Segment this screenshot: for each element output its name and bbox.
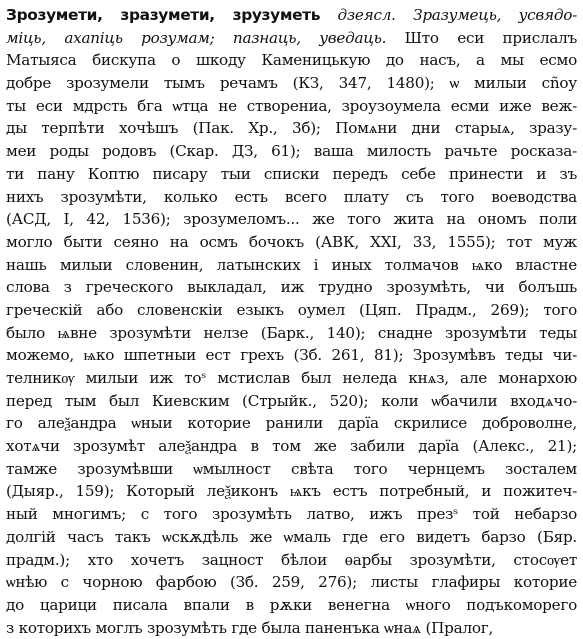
entry-line: добре зрозумели тымъ речамъ (КЗ, 347, 1480); ѡ милыи сñоу [6, 74, 577, 93]
entry-line: (АСД, І, 42, 1536); зрозумеломъ... же того жита на ономъ поли [6, 210, 577, 229]
entry-line: греческій або словенскіи езыкъ оумел (Цяп. Прадм., 269); того [6, 300, 577, 319]
dictionary-entry [6, 4, 577, 639]
entry-line: могло быти сеяно на осмъ бочокъ (АВК, XXI, 33, 1555); тот муж [6, 232, 577, 251]
entry-line: (Дыяр., 159); Который леѯиконъ ѩкъ естъ потребный, и пожитеч- [6, 482, 577, 501]
headword: Зрозумети, зразумети, зрузуметь [6, 6, 321, 24]
entry-line: можемо, ѩко шпетныи ест грехъ (Зб. 261, 81); Зрозумѣвъ теды чи- [6, 346, 577, 365]
entry-line: перед тым был Киевским (Стрыйк., 520); коли ѡбачили входѧчо- [6, 391, 577, 410]
entry-line: ты еси мдрсть бга ѡтца не створениа, зроузоумела есми иже веж- [6, 96, 577, 115]
entry-line: нихъ зрозумѣти, колько есть всего плату съ того воеводства [6, 187, 577, 206]
gloss-end: міць, ахапіць розумам; пазнаць, уведаць. [6, 28, 387, 47]
entry-line: ный многимъ; с того зрозумѣть латво, ижъ презˢ той небарзо [6, 505, 577, 524]
entry-line: міць, ахапіць розумам; пазнаць, уведаць. Што еси прислалъ [6, 28, 577, 47]
entry-line: тамже зрозумѣвши ѡмылност свѣта того чернцемъ зосталем [6, 459, 577, 478]
entry-line: ти пану Коптю писару тыи списки передъ себе принести и зъ [6, 164, 577, 183]
entry-line: хотѧчи зрозумѣт алеѯандра в том же забили дарїа (Алекс., 21); [6, 437, 577, 456]
entry-line: до царици писала впали в рѫки венегна ѡного подъкоморего [6, 595, 577, 614]
entry-line: долгій часъ такъ ѡскѫдѣль же ѡмаль где его видетъ барзо (Бяр. [6, 527, 577, 546]
entry-line-1 [6, 4, 577, 27]
gloss-start: дзеясл. Зразумець, усвядо- [320, 6, 577, 24]
entry-line: было ѩвне зрозумѣти нелзе (Барк., 140); снадне зрозумѣти теды [6, 323, 577, 342]
entry-line: ды терпѣти хочѣшъ (Пак. Хр., 3б); Помѧни дни старыѧ, зразу- [6, 119, 577, 138]
entry-line: го алеѯандра ѡныи которие ранили дарїа скрилисе доброволне, [6, 414, 577, 433]
entry-line: прадм.); хто хочетъ зацност бѣлои ѳарбы зрозумѣти, стосѹет [6, 550, 577, 569]
entry-line: нашь милыи словенин, латынских і иных толмачов ѩко властне [6, 255, 577, 274]
entry-line: з которихъ моглъ зрозумѣть где была паненъка ѡнаѧ (Пралог, [6, 618, 494, 637]
entry-line: телникѹ милыи иж тоˢ мстислав был неледа кнѧз, але монархою [6, 369, 577, 387]
entry-line: Матыяса бискупа о шкоду Каменицькую до насъ, а мы есмо [6, 51, 577, 70]
entry-line: слова з греческого выкладал, иж трудно зрозумѣть, чи болъшь [6, 278, 577, 297]
entry-line: ѡнѣю с чорною фарбою (Зб. 259, 276); листы глафиры которие [6, 573, 577, 592]
entry-line: меи роды родовъ (Скар. ДЗ, 61); ваша милость рачьте росказа- [6, 142, 577, 161]
